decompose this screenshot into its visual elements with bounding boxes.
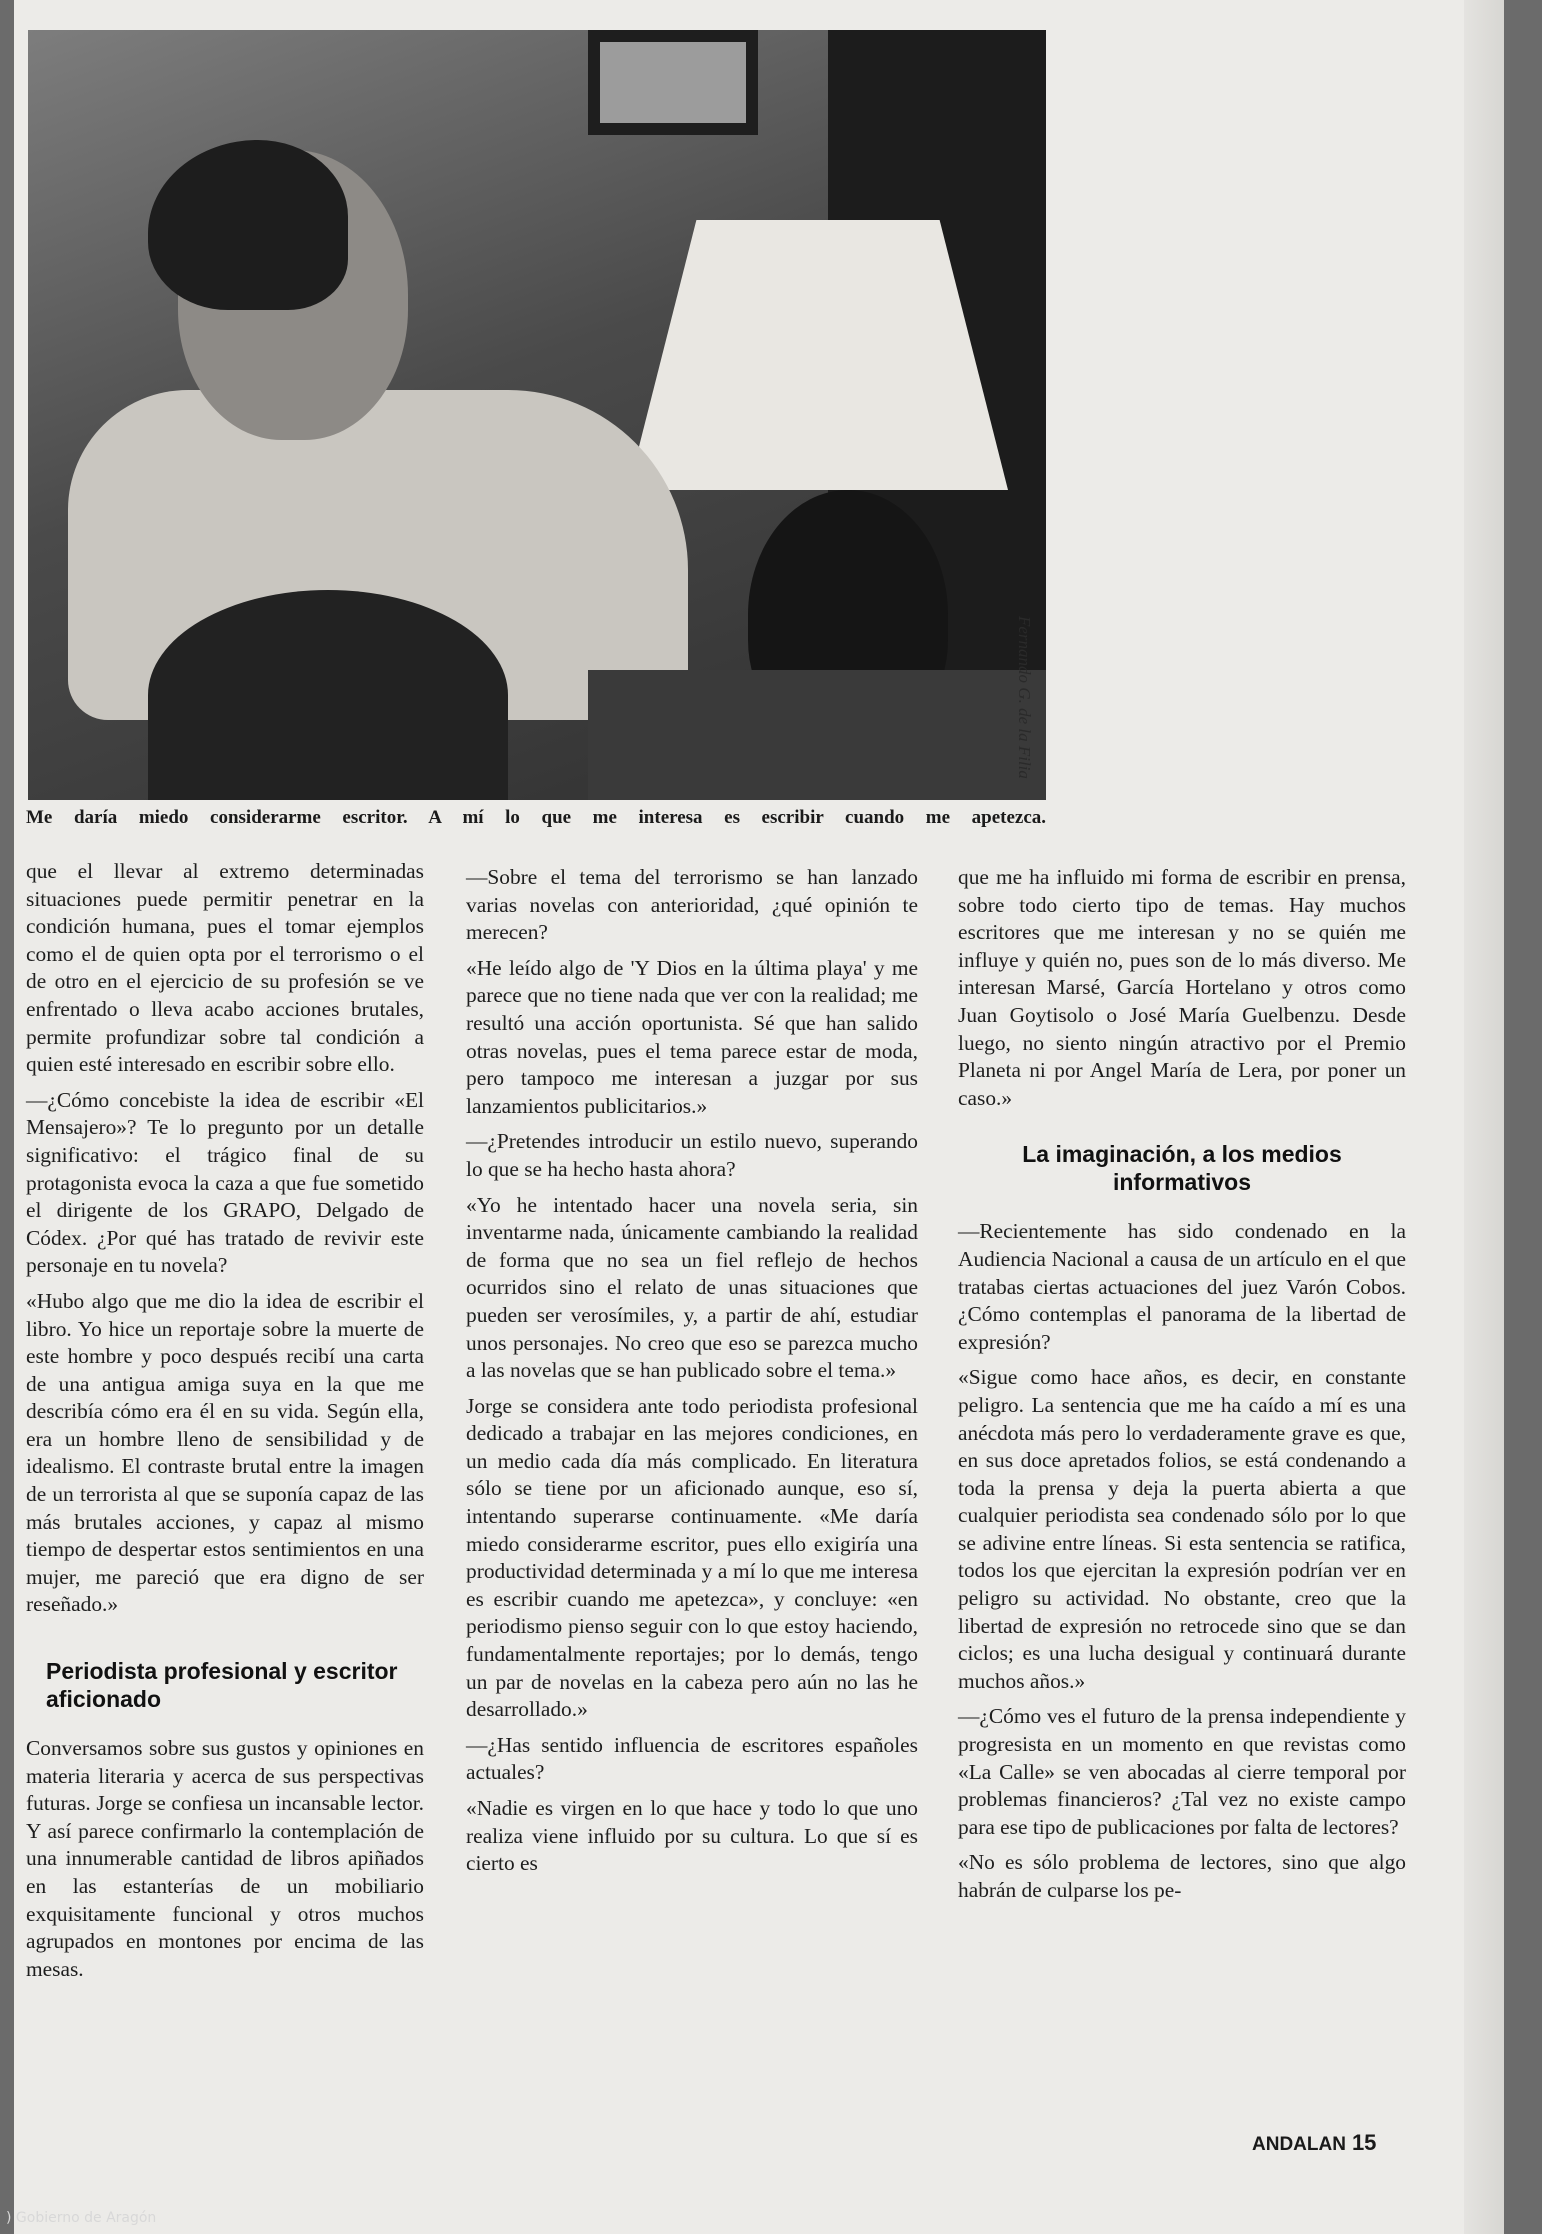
photo-table <box>588 670 1046 800</box>
paragraph: Jorge se considera ante todo periodista profesional dedicado a trabajar en las mejores condiciones, en un medio cada día más complicado. En literatura sólo se tiene por un aficionado aunque, eso sí, intentando superarse continuamente. «Me daría miedo considerarme escritor, pues ello exigiría una productividad determinada y a mí lo que me interesa es escribir cuando me apetezca», y concluye: «en periodismo pienso seguir con lo que estoy haciendo, fundamentalmente reportajes; por lo demás, tengo un par de novelas en la cabeza pero aún no las he desarrollado.» <box>466 1393 918 1722</box>
photo-person-hair <box>148 140 348 310</box>
page-number: 15 <box>1351 2130 1377 2155</box>
photo-picture-frame <box>588 30 758 135</box>
paragraph: que me ha influido mi forma de escribir en prensa, sobre todo cierto tipo de temas. Hay muchos escritores que me interesan y no se quién me influye y quién no, pues son de lo más diverso. Me interesan Marsé, García Hortelano y otros como Juan Goytisolo o José María Guelbenzu. Desde luego, no siento ningún atractivo por el Premio Planeta ni por Angel María de Lera, por poner un caso.» <box>958 865 1406 1110</box>
question-paragraph: —Recientemente has sido condenado en la Audiencia Nacional a causa de un artículo en el que tratabas ciertas actuaciones del juez Varón Cobos. ¿Cómo contemplas el panorama de la libertad de expresión? <box>958 1219 1406 1354</box>
answer-paragraph: «Yo he intentado hacer una novela seria, sin inventarme nada, únicamente cambiando la realidad de forma que no sea un fiel reflejo de hechos ocurridos sino el relato de unas situaciones que pueden ser verosímiles, y, a partir de ahí, estudiar unos personajes. No creo que eso se parezca mucho a las novelas que se han publicado sobre el tema.» <box>466 1192 918 1383</box>
section-heading: La imaginación, a los medios informativos <box>1022 1141 1342 1196</box>
answer-paragraph: «He leído algo de 'Y Dios en la última playa' y me parece que no tiene nada que ver con la realidad; me resultó una acción oportunista. Sé que han salido otras novelas, pues el tema parece estar de moda, pero tampoco me interesan a juzgar por sus lanzamientos publicitarios.» <box>466 955 918 1118</box>
publication-name: ANDALAN <box>1252 2134 1346 2155</box>
answer-paragraph: «Hubo algo que me dio la idea de escribir el libro. Yo hice un reportaje sobre la muerte de este hombre y poco después recibí una carta de una antigua amiga suya en la que me describía cómo era él en su vida. Según ella, era un hombre lleno de sensibilidad y de idealismo. El contraste brutal entre la imagen de un terrorista al que se suponía capaz de las más brutales acciones, y capaz al mismo tiempo de despertar estos sentimientos en una mujer, me pareció que era digno de ser reseñado.» <box>26 1288 424 1617</box>
article-column-3 <box>958 864 1406 1913</box>
archive-watermark: ) Gobierno de Aragón <box>6 2210 157 2226</box>
page-footer <box>1252 2130 1376 2156</box>
answer-paragraph: «No es sólo problema de lectores, sino que algo habrán de culparse los pe- <box>958 1850 1406 1902</box>
question-paragraph: —¿Cómo concebiste la idea de escribir «El Mensajero»? Te lo pregunto por un detalle significativo: el trágico final de su protagonista evoca la caza a que fue sometido el dirigente de los GRAPO, Delgado de Códex. ¿Por qué has tratado de revivir este personaje en tu novela? <box>26 1087 424 1278</box>
answer-paragraph: «Sigue como hace años, es decir, en constante peligro. La sentencia que me ha caído a mí es una anécdota más pero lo verdaderamente grave es que, en sus doce apretados folios, se está condenando a toda la prensa y deja la puerta abierta a que cualquier periodista sea condenado sólo por lo que se adivine entre líneas. Si esta sentencia se ratifica, todos los que ejercitan la expresión podrían ver en peligro su actividad. No obstante, creo que la libertad de expresión no retrocede sino que se dan ciclos; es una lucha desigual y continuará durante muchos años.» <box>958 1365 1406 1693</box>
paragraph: que el llevar al extremo determinadas situaciones puede permitir penetrar en la condición humana, pues el tomar ejemplos como el de quien opta por el terrorismo o el de otro en el ejercicio de su profesión se ve enfrentado o lleva acabo acciones brutales, permite profundizar sobre tal condición a quien esté interesado en escribir sobre ello. <box>26 859 424 1077</box>
article-column-2 <box>466 864 918 1886</box>
paragraph: Conversamos sobre sus gustos y opiniones en materia literaria y acerca de sus perspectivas futuras. Jorge se confiesa un incansable lector. Y así parece confirmarlo la contemplación de una innumerable cantidad de libros apiñados en las estanterías de un mobiliario exquisitamente funcional y otros muchos agrupados en montones por encima de las mesas. <box>26 1736 424 1981</box>
question-paragraph: —¿Pretendes introducir un estilo nuevo, superando lo que se ha hecho hasta ahora? <box>466 1129 918 1181</box>
question-paragraph: —Sobre el tema del terrorismo se han lanzado varias novelas con anterioridad, ¿qué opinión te merecen? <box>466 865 918 945</box>
article-column-1 <box>26 858 424 1991</box>
photo-credit: Fernando G. de la Filia <box>1015 616 1034 779</box>
page-edge-shadow <box>1464 0 1504 2234</box>
question-paragraph: —¿Cómo ves el futuro de la prensa independiente y progresista en un momento en que revistas como «La Calle» se ven abocadas al cierre temporal por problemas financieros? ¿Tal vez no existe campo para ese tipo de publicaciones por falta de lectores? <box>958 1704 1406 1839</box>
question-paragraph: —¿Has sentido influencia de escritores españoles actuales? <box>466 1732 918 1785</box>
photo-person-legs <box>148 590 508 800</box>
answer-paragraph: «Nadie es virgen en lo que hace y todo lo que uno realiza viene influido por su cultura. Lo que sí es cierto es <box>466 1796 918 1876</box>
magazine-page <box>14 0 1504 2234</box>
interview-photo <box>28 30 1046 800</box>
photo-caption: Me daría miedo considerarme escritor. A mí lo que me interesa es escribir cuando me apetezca. <box>26 807 1046 828</box>
section-heading: Periodista profesional y escritor aficionado <box>46 1658 398 1713</box>
